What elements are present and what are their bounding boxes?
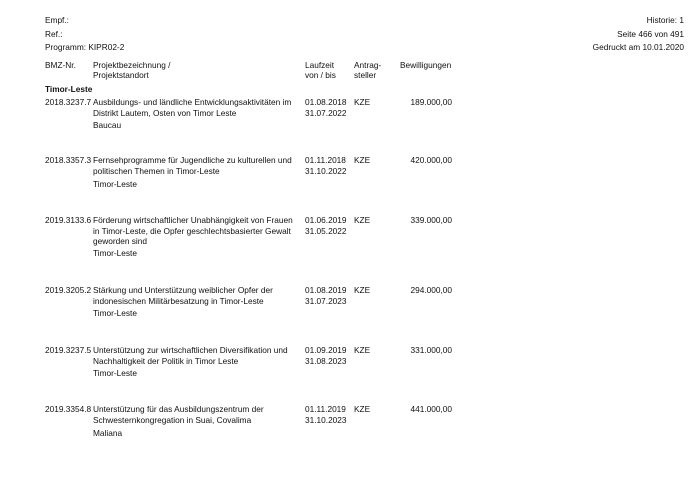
column-bmz-nr: BMZ-Nr. [45, 60, 76, 70]
entry-agency: KZE [354, 285, 371, 295]
entry-date-from: 01.11.2018 [305, 155, 346, 165]
entry-title: Unterstützung für das Ausbildungszentrum der Schwesternkongregation in Suai, Covalima [93, 404, 264, 425]
entry-location: Timor-Leste [93, 248, 137, 258]
entry-date-from: 01.08.2018 [305, 97, 347, 107]
entry-amount: 331.000,00 [410, 345, 452, 355]
entry-dates [305, 285, 347, 306]
entry-amount: 420.000,00 [410, 155, 452, 165]
entry-number: 2019.3237.5 [45, 345, 92, 355]
entry-amount: 189.000,00 [410, 97, 452, 107]
header-historie: Historie: 1 [646, 15, 684, 25]
table-row [0, 285, 700, 345]
header-programm: Programm: KIPR02-2 [45, 42, 125, 52]
table-row [0, 155, 700, 215]
entry-date-to: 31.07.2023 [305, 295, 347, 306]
entry-number: 2018.3237.7 [45, 97, 92, 107]
entry-date-to: 31.08.2023 [305, 355, 347, 366]
entry-amount: 441.000,00 [410, 404, 452, 414]
entry-date-to: 31.07.2022 [305, 107, 347, 118]
column-projekt-line1: Projektbezeichnung / [93, 60, 171, 70]
entry-number: 2019.3133.6 [45, 215, 92, 225]
header-seite: Seite 466 von 491 [617, 29, 684, 39]
entry-location: Timor-Leste [93, 179, 137, 189]
entry-location: Maliana [93, 428, 123, 438]
entry-date-from: 01.06.2019 [305, 215, 347, 225]
entry-agency: KZE [354, 155, 371, 165]
column-laufzeit-line2: von / bis [305, 70, 336, 80]
entry-location: Timor-Leste [93, 308, 137, 318]
entry-title: Unterstützung zur wirtschaftlichen Diversifikation und Nachhaltigkeit der Politik in Timor Leste [93, 345, 288, 366]
column-laufzeit-line1: Laufzeit [305, 60, 335, 70]
entry-date-from: 01.08.2019 [305, 285, 347, 295]
entry-location: Timor-Leste [93, 368, 137, 378]
entry-agency: KZE [354, 404, 371, 414]
entry-dates [305, 97, 347, 118]
entry-date-from: 01.09.2019 [305, 345, 347, 355]
entry-dates [305, 404, 347, 425]
section-heading: Timor-Leste [45, 84, 93, 94]
entry-number: 2018.3357.3 [45, 155, 92, 165]
entry-title: Stärkung und Unterstützung weiblicher Opfer der indonesischen Militärbesatzung in Timor-Leste [93, 285, 273, 306]
entry-date-to: 31.10.2022 [305, 165, 347, 176]
column-bewilligungen: Bewilligungen [400, 60, 452, 70]
table-row [0, 97, 700, 157]
entry-location: Baucau [93, 120, 122, 130]
entry-amount: 339.000,00 [410, 215, 452, 225]
column-antrag-line1: Antrag- [354, 60, 382, 70]
entry-number: 2019.3354.8 [45, 404, 92, 414]
entry-amount: 294.000,00 [410, 285, 452, 295]
header-gedruckt: Gedruckt am 10.01.2020 [592, 42, 684, 52]
header-empf: Empf.: [45, 15, 69, 25]
entry-date-to: 31.10.2023 [305, 414, 347, 425]
entry-agency: KZE [354, 345, 371, 355]
entry-title: Förderung wirtschaftlicher Unabhängigkeit von Frauen in Timor-Leste, die Opfer geschlechtsbasierter Gewalt geworden sind [93, 215, 293, 246]
column-projekt-line2: Projektstandort [93, 70, 149, 80]
header-ref: Ref.: [45, 29, 63, 39]
entry-date-to: 31.05.2022 [305, 225, 347, 236]
entry-date-from: 01.11.2019 [305, 404, 346, 414]
entry-number: 2019.3205.2 [45, 285, 92, 295]
entry-dates [305, 155, 347, 176]
entry-title: Ausbildungs- und ländliche Entwicklungsaktivitäten im Distrikt Lautem, Osten von Timor Leste [93, 97, 292, 118]
entry-dates [305, 345, 347, 366]
entry-title: Fernsehprogramme für Jugendliche zu kulturellen und politischen Themen in Timor-Leste [93, 155, 292, 176]
table-row [0, 404, 700, 464]
table-row [0, 215, 700, 275]
column-antrag-line2: steller [354, 70, 377, 80]
entry-agency: KZE [354, 215, 371, 225]
entry-dates [305, 215, 347, 236]
table-row [0, 345, 700, 405]
entry-agency: KZE [354, 97, 371, 107]
